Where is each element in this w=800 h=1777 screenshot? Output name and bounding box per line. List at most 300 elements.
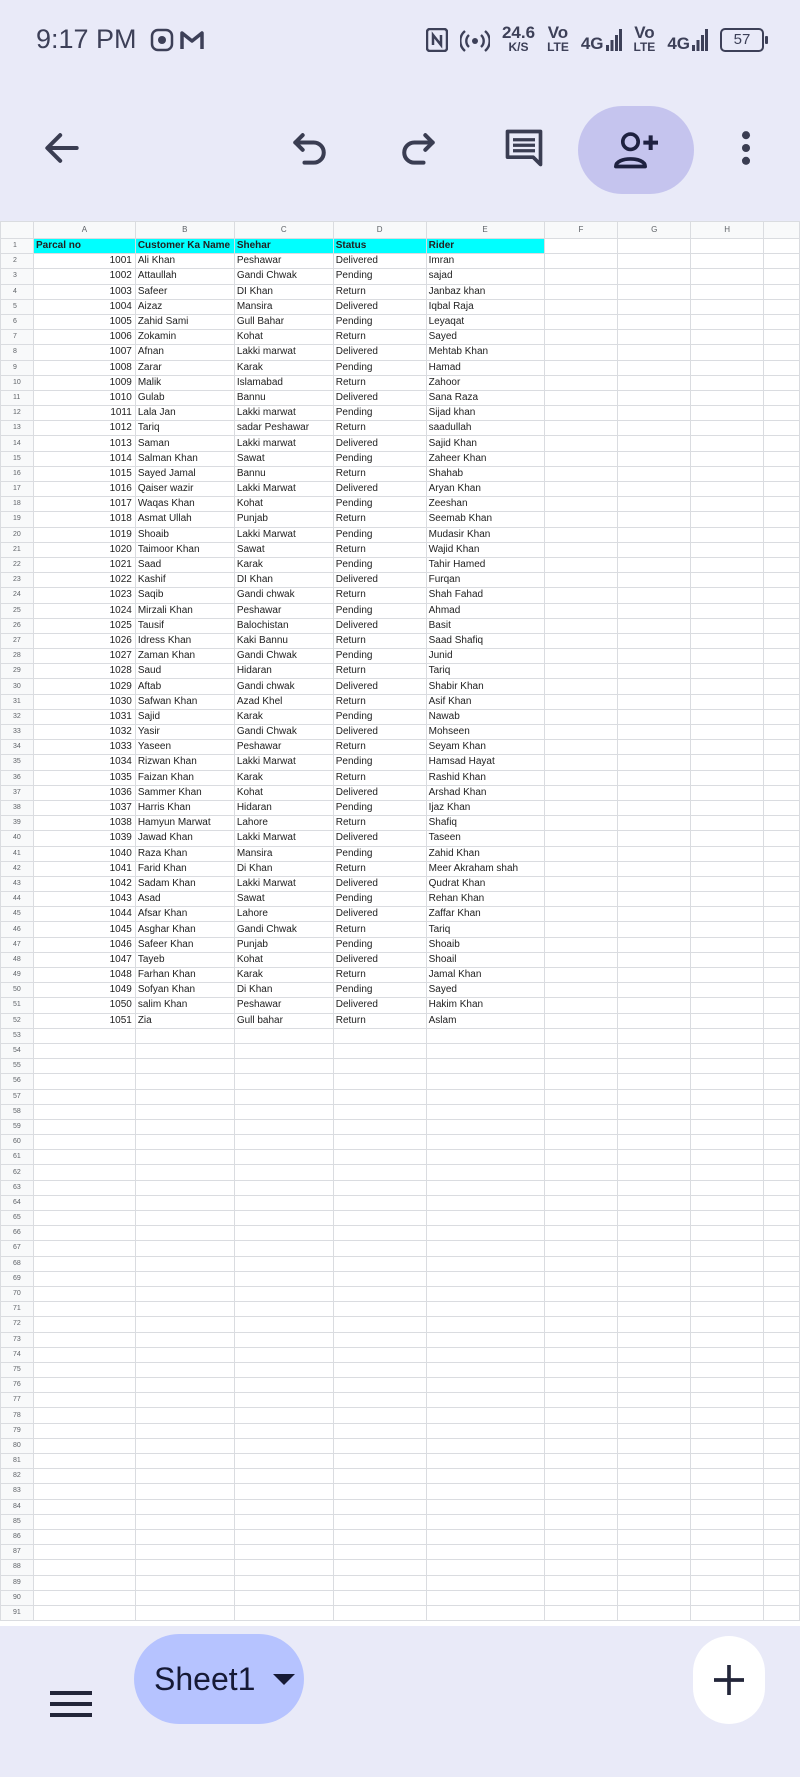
row-number[interactable]: 59 [1, 1119, 34, 1134]
cell[interactable]: 1002 [33, 269, 135, 284]
cell[interactable] [426, 1454, 544, 1469]
cell[interactable] [764, 998, 800, 1013]
cell[interactable]: Return [333, 740, 426, 755]
cell[interactable] [691, 269, 764, 284]
cell[interactable]: Pending [333, 406, 426, 421]
cell[interactable] [135, 1271, 234, 1286]
cell[interactable] [618, 390, 691, 405]
row-number[interactable]: 35 [1, 755, 34, 770]
cell[interactable] [691, 482, 764, 497]
row-number[interactable]: 29 [1, 664, 34, 679]
row-number[interactable]: 18 [1, 497, 34, 512]
cell[interactable]: 1049 [33, 983, 135, 998]
cell[interactable]: Return [333, 421, 426, 436]
cell[interactable] [618, 254, 691, 269]
cell[interactable] [764, 1378, 800, 1393]
cell[interactable] [544, 406, 618, 421]
cell[interactable]: Shoaib [135, 527, 234, 542]
cell[interactable] [33, 1347, 135, 1362]
cell[interactable]: Rehan Khan [426, 892, 544, 907]
cell[interactable] [618, 1180, 691, 1195]
cell[interactable] [135, 1104, 234, 1119]
cell[interactable]: Return [333, 633, 426, 648]
cell[interactable]: Nawab [426, 709, 544, 724]
cell[interactable] [691, 254, 764, 269]
cell[interactable] [544, 1560, 618, 1575]
cell[interactable] [764, 709, 800, 724]
row-number[interactable]: 37 [1, 785, 34, 800]
row-number[interactable]: 3 [1, 269, 34, 284]
cell[interactable]: Lakki Marwat [234, 831, 333, 846]
cell[interactable]: Zarar [135, 360, 234, 375]
cell[interactable]: Hidaran [234, 664, 333, 679]
cell[interactable] [618, 1074, 691, 1089]
cell[interactable]: Delivered [333, 952, 426, 967]
cell[interactable] [234, 1074, 333, 1089]
cell[interactable] [135, 1059, 234, 1074]
cell[interactable] [544, 466, 618, 481]
cell[interactable] [544, 800, 618, 815]
back-button[interactable] [22, 108, 102, 188]
cell[interactable]: 1028 [33, 664, 135, 679]
cell[interactable] [426, 1104, 544, 1119]
cell[interactable] [234, 1302, 333, 1317]
cell[interactable]: Aizaz [135, 299, 234, 314]
cell[interactable]: Lahore [234, 907, 333, 922]
cell[interactable] [691, 1165, 764, 1180]
cell[interactable]: 1017 [33, 497, 135, 512]
cell[interactable] [691, 1150, 764, 1165]
cell[interactable] [618, 1514, 691, 1529]
cell[interactable] [135, 1545, 234, 1560]
cell[interactable]: Pending [333, 314, 426, 329]
cell[interactable] [33, 1226, 135, 1241]
cell[interactable] [618, 1119, 691, 1134]
cell[interactable] [764, 603, 800, 618]
cell[interactable] [618, 922, 691, 937]
cell[interactable] [618, 694, 691, 709]
cell[interactable] [333, 1104, 426, 1119]
cell[interactable] [618, 345, 691, 360]
cell[interactable]: Sayed [426, 330, 544, 345]
cell[interactable]: Azad Khel [234, 694, 333, 709]
cell[interactable] [618, 937, 691, 952]
cell[interactable]: Aftab [135, 679, 234, 694]
row-number[interactable]: 77 [1, 1393, 34, 1408]
cell[interactable] [33, 1089, 135, 1104]
cell[interactable]: 1019 [33, 527, 135, 542]
cell[interactable] [691, 466, 764, 481]
cell[interactable]: Rizwan Khan [135, 755, 234, 770]
cell[interactable] [234, 1211, 333, 1226]
cell[interactable] [333, 1211, 426, 1226]
cell[interactable] [234, 1271, 333, 1286]
cell[interactable] [234, 1028, 333, 1043]
cell[interactable] [234, 1332, 333, 1347]
row-number[interactable]: 88 [1, 1560, 34, 1575]
cell[interactable] [333, 1074, 426, 1089]
cell[interactable]: Return [333, 968, 426, 983]
cell[interactable]: Gull Bahar [234, 314, 333, 329]
cell[interactable] [764, 314, 800, 329]
cell[interactable] [33, 1514, 135, 1529]
cell[interactable] [426, 1362, 544, 1377]
cell[interactable] [691, 284, 764, 299]
cell[interactable] [234, 1317, 333, 1332]
cell[interactable] [544, 1590, 618, 1605]
cell[interactable] [234, 1059, 333, 1074]
more-options-button[interactable] [706, 108, 786, 188]
cell[interactable] [544, 876, 618, 891]
cell[interactable] [33, 1454, 135, 1469]
cell[interactable] [618, 1241, 691, 1256]
row-number[interactable]: 55 [1, 1059, 34, 1074]
cell[interactable] [234, 1454, 333, 1469]
cell[interactable] [234, 1226, 333, 1241]
cell[interactable]: Qudrat Khan [426, 876, 544, 891]
cell[interactable] [135, 1135, 234, 1150]
cell[interactable] [691, 360, 764, 375]
cell[interactable] [544, 892, 618, 907]
cell[interactable] [544, 1028, 618, 1043]
cell[interactable]: Shoaib [426, 937, 544, 952]
cell[interactable]: Return [333, 330, 426, 345]
column-header[interactable]: E [426, 222, 544, 239]
cell[interactable] [544, 983, 618, 998]
cell[interactable] [234, 1104, 333, 1119]
cell[interactable] [135, 1028, 234, 1043]
cell[interactable]: Saud [135, 664, 234, 679]
cell[interactable] [33, 1575, 135, 1590]
cell[interactable]: Sajid [135, 709, 234, 724]
cell[interactable] [691, 770, 764, 785]
cell[interactable]: Ijaz Khan [426, 800, 544, 815]
cell[interactable] [764, 406, 800, 421]
row-number[interactable]: 45 [1, 907, 34, 922]
cell[interactable] [33, 1560, 135, 1575]
cell[interactable] [544, 330, 618, 345]
cell[interactable] [618, 1423, 691, 1438]
cell[interactable] [691, 785, 764, 800]
cell[interactable] [618, 983, 691, 998]
cell[interactable] [618, 649, 691, 664]
cell[interactable]: Pending [333, 892, 426, 907]
cell[interactable]: 1029 [33, 679, 135, 694]
row-number[interactable]: 7 [1, 330, 34, 345]
row-number[interactable]: 8 [1, 345, 34, 360]
cell[interactable] [691, 239, 764, 254]
cell[interactable] [618, 1332, 691, 1347]
cell[interactable]: Pending [333, 603, 426, 618]
cell[interactable]: Delivered [333, 725, 426, 740]
cell[interactable] [33, 1286, 135, 1301]
cell[interactable] [618, 436, 691, 451]
cell[interactable]: Delivered [333, 573, 426, 588]
cell[interactable] [764, 1362, 800, 1377]
cell[interactable] [544, 1180, 618, 1195]
cell[interactable] [691, 679, 764, 694]
cell[interactable]: Karak [234, 968, 333, 983]
cell[interactable] [618, 1104, 691, 1119]
cell[interactable] [544, 1119, 618, 1134]
column-header[interactable] [764, 222, 800, 239]
cell[interactable] [33, 1256, 135, 1271]
cell[interactable] [544, 573, 618, 588]
cell[interactable] [544, 846, 618, 861]
cell[interactable]: Mansira [234, 299, 333, 314]
cell[interactable]: 1048 [33, 968, 135, 983]
cell[interactable] [691, 1393, 764, 1408]
cell[interactable] [135, 1423, 234, 1438]
cell[interactable] [618, 876, 691, 891]
cell[interactable] [764, 1514, 800, 1529]
cell[interactable] [333, 1438, 426, 1453]
cell[interactable] [691, 1469, 764, 1484]
cell[interactable] [691, 968, 764, 983]
cell[interactable]: Peshawar [234, 998, 333, 1013]
cell[interactable]: Idress Khan [135, 633, 234, 648]
cell[interactable]: Kaki Bannu [234, 633, 333, 648]
row-number[interactable]: 9 [1, 360, 34, 375]
cell[interactable] [764, 1013, 800, 1028]
cell[interactable]: Pending [333, 269, 426, 284]
column-header[interactable]: F [544, 222, 618, 239]
cell[interactable] [691, 1119, 764, 1134]
cell[interactable]: Saad [135, 557, 234, 572]
cell[interactable]: Karak [234, 770, 333, 785]
cell[interactable] [426, 1438, 544, 1453]
cell[interactable] [764, 1545, 800, 1560]
cell[interactable] [135, 1514, 234, 1529]
cell[interactable] [618, 269, 691, 284]
row-number[interactable]: 78 [1, 1408, 34, 1423]
cell[interactable] [135, 1469, 234, 1484]
cell[interactable] [234, 1165, 333, 1180]
row-number[interactable]: 65 [1, 1211, 34, 1226]
cell[interactable] [33, 1165, 135, 1180]
row-number[interactable]: 62 [1, 1165, 34, 1180]
cell[interactable]: Hakim Khan [426, 998, 544, 1013]
cell[interactable]: 1045 [33, 922, 135, 937]
cell[interactable] [764, 1408, 800, 1423]
cell[interactable]: Harris Khan [135, 800, 234, 815]
cell[interactable]: Jamal Khan [426, 968, 544, 983]
cell[interactable] [691, 861, 764, 876]
cell[interactable]: Waqas Khan [135, 497, 234, 512]
cell[interactable] [544, 831, 618, 846]
cell[interactable] [135, 1454, 234, 1469]
cell[interactable] [691, 1332, 764, 1347]
cell[interactable] [618, 1347, 691, 1362]
row-number[interactable]: 74 [1, 1347, 34, 1362]
cell[interactable] [426, 1150, 544, 1165]
cell[interactable] [764, 1332, 800, 1347]
cell[interactable]: Kohat [234, 497, 333, 512]
cell[interactable] [691, 907, 764, 922]
cell[interactable]: Pending [333, 497, 426, 512]
cell[interactable] [764, 922, 800, 937]
cell[interactable] [426, 1195, 544, 1210]
cell[interactable]: salim Khan [135, 998, 234, 1013]
cell[interactable]: Islamabad [234, 375, 333, 390]
cell[interactable]: Bannu [234, 466, 333, 481]
cell[interactable]: 1006 [33, 330, 135, 345]
cell[interactable]: 1025 [33, 618, 135, 633]
cell[interactable] [691, 330, 764, 345]
cell[interactable] [691, 664, 764, 679]
header-cell[interactable]: Shehar [234, 239, 333, 254]
cell[interactable] [691, 1195, 764, 1210]
cell[interactable] [618, 1028, 691, 1043]
cell[interactable]: 1010 [33, 390, 135, 405]
cell[interactable]: Return [333, 694, 426, 709]
cell[interactable] [764, 1180, 800, 1195]
cell[interactable]: 1015 [33, 466, 135, 481]
cell[interactable] [135, 1484, 234, 1499]
cell[interactable]: Pending [333, 800, 426, 815]
cell[interactable] [544, 725, 618, 740]
cell[interactable] [764, 1575, 800, 1590]
cell[interactable] [764, 1286, 800, 1301]
cell[interactable]: Zia [135, 1013, 234, 1028]
cell[interactable] [333, 1575, 426, 1590]
row-number[interactable]: 41 [1, 846, 34, 861]
cell[interactable]: Sayed Jamal [135, 466, 234, 481]
cell[interactable] [764, 542, 800, 557]
cell[interactable] [618, 709, 691, 724]
cell[interactable] [333, 1317, 426, 1332]
cell[interactable] [764, 1529, 800, 1544]
row-number[interactable]: 50 [1, 983, 34, 998]
cell[interactable] [691, 1560, 764, 1575]
cell[interactable] [764, 831, 800, 846]
cell[interactable] [333, 1180, 426, 1195]
cell[interactable]: Lala Jan [135, 406, 234, 421]
cell[interactable] [234, 1469, 333, 1484]
cell[interactable] [544, 390, 618, 405]
cell[interactable] [234, 1484, 333, 1499]
row-number[interactable]: 87 [1, 1545, 34, 1560]
cell[interactable] [135, 1347, 234, 1362]
cell[interactable]: Kohat [234, 785, 333, 800]
cell[interactable] [333, 1560, 426, 1575]
cell[interactable]: Shah Fahad [426, 588, 544, 603]
cell[interactable] [618, 314, 691, 329]
cell[interactable] [764, 983, 800, 998]
cell[interactable] [544, 1408, 618, 1423]
cell[interactable] [234, 1393, 333, 1408]
cell[interactable] [544, 1226, 618, 1241]
cell[interactable]: Basit [426, 618, 544, 633]
cell[interactable] [426, 1286, 544, 1301]
cell[interactable] [691, 1423, 764, 1438]
cell[interactable] [234, 1150, 333, 1165]
cell[interactable]: 1047 [33, 952, 135, 967]
cell[interactable] [544, 1104, 618, 1119]
row-number[interactable]: 46 [1, 922, 34, 937]
cell[interactable] [33, 1362, 135, 1377]
cell[interactable]: Zaffar Khan [426, 907, 544, 922]
cell[interactable] [618, 451, 691, 466]
cell[interactable] [691, 937, 764, 952]
cell[interactable]: Janbaz khan [426, 284, 544, 299]
cell[interactable] [691, 1271, 764, 1286]
cell[interactable] [135, 1575, 234, 1590]
cell[interactable] [764, 557, 800, 572]
row-number[interactable]: 13 [1, 421, 34, 436]
cell[interactable]: sadar Peshawar [234, 421, 333, 436]
cell[interactable] [234, 1135, 333, 1150]
cell[interactable]: Pending [333, 649, 426, 664]
cell[interactable]: Ali Khan [135, 254, 234, 269]
cell[interactable] [333, 1302, 426, 1317]
cell[interactable] [618, 1043, 691, 1058]
cell[interactable] [33, 1332, 135, 1347]
cell[interactable] [618, 633, 691, 648]
cell[interactable] [764, 725, 800, 740]
cell[interactable] [544, 1469, 618, 1484]
cell[interactable]: Raza Khan [135, 846, 234, 861]
cell[interactable] [544, 314, 618, 329]
cell[interactable] [764, 1423, 800, 1438]
cell[interactable] [544, 436, 618, 451]
cell[interactable] [426, 1317, 544, 1332]
cell[interactable] [544, 360, 618, 375]
cell[interactable] [764, 1347, 800, 1362]
cell[interactable]: 1013 [33, 436, 135, 451]
cell[interactable] [764, 892, 800, 907]
cell[interactable]: Tausif [135, 618, 234, 633]
row-number[interactable]: 36 [1, 770, 34, 785]
cell[interactable] [544, 603, 618, 618]
cell[interactable]: Zaheer Khan [426, 451, 544, 466]
cell[interactable]: Safwan Khan [135, 694, 234, 709]
cell[interactable] [764, 952, 800, 967]
cell[interactable] [618, 1362, 691, 1377]
row-number[interactable]: 80 [1, 1438, 34, 1453]
cell[interactable] [544, 375, 618, 390]
cell[interactable]: 1044 [33, 907, 135, 922]
cell[interactable] [691, 1211, 764, 1226]
cell[interactable] [764, 1043, 800, 1058]
cell[interactable] [544, 664, 618, 679]
cell[interactable] [691, 314, 764, 329]
cell[interactable]: Return [333, 512, 426, 527]
cell[interactable] [333, 1529, 426, 1544]
cell[interactable]: Rashid Khan [426, 770, 544, 785]
cell[interactable]: Shoail [426, 952, 544, 967]
cell[interactable] [764, 1302, 800, 1317]
row-number[interactable]: 81 [1, 1454, 34, 1469]
cell[interactable]: Return [333, 770, 426, 785]
row-number[interactable]: 39 [1, 816, 34, 831]
cell[interactable] [544, 1165, 618, 1180]
cell[interactable]: Kohat [234, 952, 333, 967]
cell[interactable] [135, 1560, 234, 1575]
cell[interactable] [135, 1302, 234, 1317]
undo-button[interactable] [270, 108, 350, 188]
cell[interactable] [135, 1074, 234, 1089]
cell[interactable] [764, 1028, 800, 1043]
cell[interactable] [691, 421, 764, 436]
cell[interactable] [426, 1211, 544, 1226]
cell[interactable] [691, 1347, 764, 1362]
cell[interactable] [544, 1043, 618, 1058]
cell[interactable] [544, 633, 618, 648]
cell[interactable] [618, 588, 691, 603]
cell[interactable] [426, 1514, 544, 1529]
row-number[interactable]: 26 [1, 618, 34, 633]
